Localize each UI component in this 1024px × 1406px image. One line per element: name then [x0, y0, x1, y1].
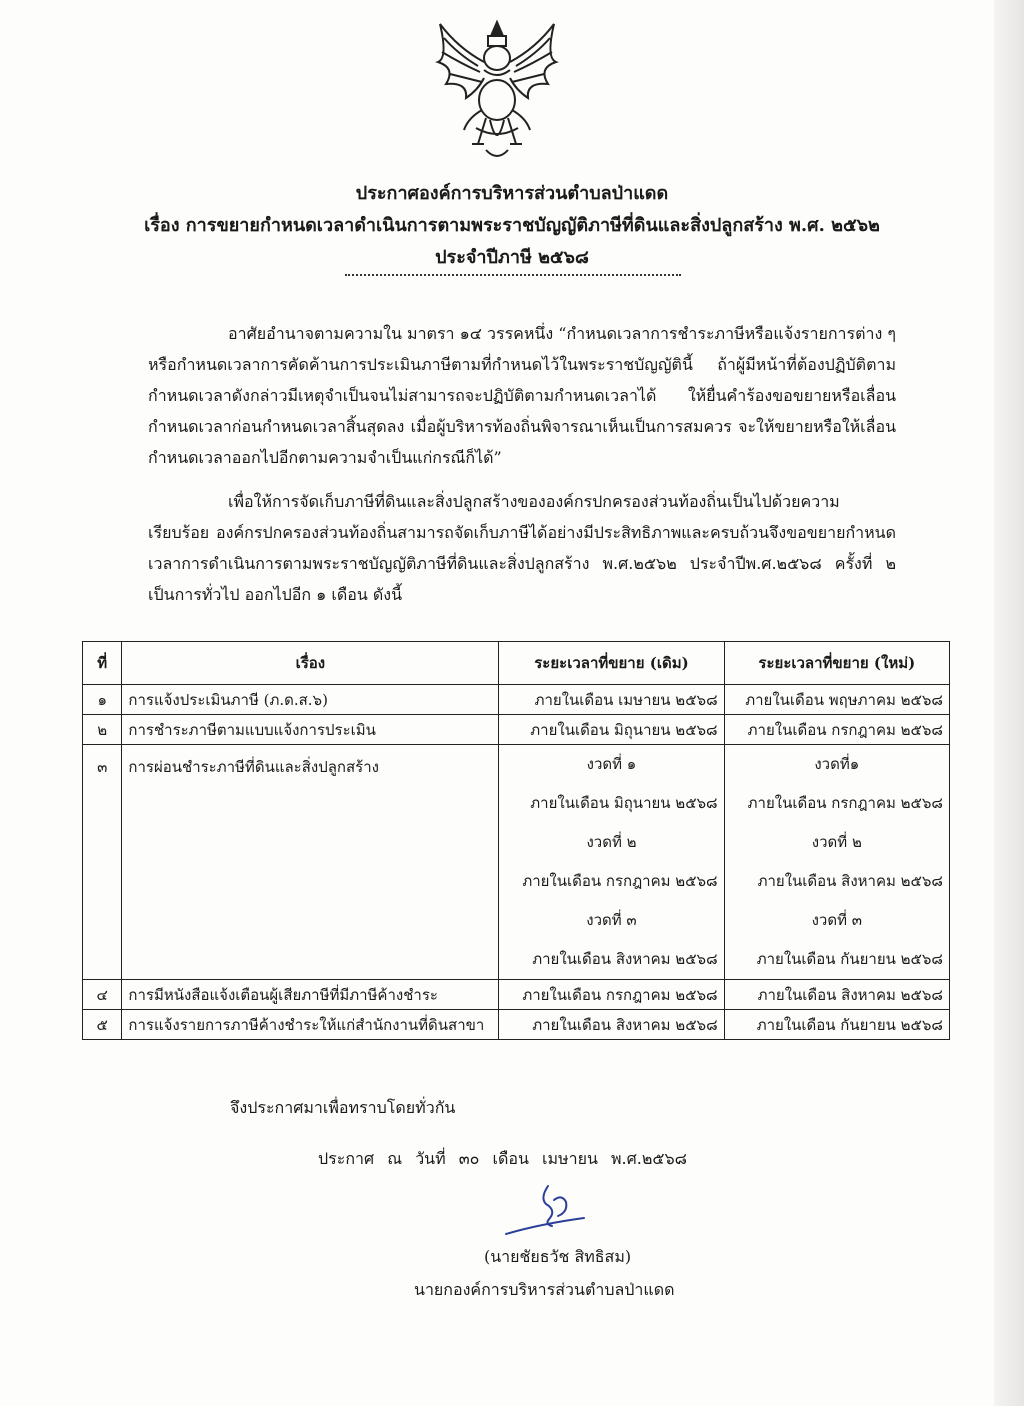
row-old-period: ภายในเดือน สิงหาคม ๒๕๖๘ [499, 1010, 724, 1040]
signatory-position: นายกองค์การบริหารส่วนตำบลป่าแดด [414, 1280, 675, 1299]
installment-label: งวดที่ ๒ [586, 833, 637, 851]
row-new-period: ภายในเดือน กรกฎาคม ๒๕๖๘ [724, 715, 949, 745]
row-no: ๓ [83, 745, 122, 980]
header-subject: เรื่อง [122, 642, 499, 685]
installment-period: ภายในเดือน สิงหาคม ๒๕๖๘ [757, 872, 943, 890]
row-no: ๑ [83, 685, 122, 715]
row-old-period: ภายในเดือน เมษายน ๒๕๖๘ [499, 685, 724, 715]
installment-period: ภายในเดือน มิถุนายน ๒๕๖๘ [530, 794, 718, 812]
header-old-period: ระยะเวลาที่ขยาย (เดิม) [499, 642, 724, 685]
closing-statement: จึงประกาศมาเพื่อทราบโดยทั่วกัน [230, 1098, 456, 1117]
row-subject: การมีหนังสือแจ้งเตือนผู้เสียภาษีที่มีภาษีค้างชำระ [122, 980, 499, 1010]
table-row [83, 745, 950, 980]
row-subject: การชำระภาษีตามแบบแจ้งการประเมิน [122, 715, 499, 745]
header-new-period: ระยะเวลาที่ขยาย (ใหม่) [724, 642, 949, 685]
signature-icon [500, 1180, 590, 1240]
table-row [83, 685, 950, 715]
row-subject: การแจ้งรายการภาษีค้างชำระให้แก่สำนักงานที่ดินสาขา [122, 1010, 499, 1040]
row-subject: การแจ้งประเมินภาษี (ภ.ด.ส.๖) [122, 685, 499, 715]
announcement-subject: เรื่อง การขยายกำหนดเวลาดำเนินการตามพระราชบัญญัติภาษีที่ดินและสิ่งปลูกสร้าง พ.ศ. ๒๕๖๒ [144, 215, 880, 236]
garuda-emblem-icon [428, 18, 566, 166]
paragraph-text: อาศัยอำนาจตามความใน มาตรา ๑๔ วรรคหนึ่ง “กำหนดเวลาการชำระภาษีหรือแจ้งรายการต่าง ๆ หรือกำหนดเวลาการคัดค้านการประเมินภาษีตามที่กำหนดไว้ในพระราชบัญญัตินี้ ถ้าผู้มีหน้าที่ต้องปฏิบัติตามกำหนดเวลาดังกล่าวมีเหตุจำเป็นจนไม่สามารถจะปฏิบัติตามกำหนดเวลาได้ ให้ยื่นคำร้องขอขยายหรือเลื่อนกำหนดเวลาก่อนกำหนดเวลาสิ้นสุดลง เมื่อผู้บริหารท้องถิ่นพิจารณาเห็นเป็นการสมควร จะให้ขยายหรือให้เลื่อนกำหนดเวลาออกไปอีกตามความจำเป็นแก่กรณีก็ได้” [148, 324, 896, 467]
announcement-title: ประกาศองค์การบริหารส่วนตำบลป่าแดด [355, 183, 669, 204]
installment-label: งวดที่ ๑ [586, 755, 637, 773]
installment-period: ภายในเดือน สิงหาคม ๒๕๖๘ [532, 950, 718, 968]
header-no: ที่ [83, 642, 122, 685]
row-new-period: ภายในเดือน สิงหาคม ๒๕๖๘ [724, 980, 949, 1010]
row-old-installments [499, 745, 724, 980]
row-no: ๔ [83, 980, 122, 1010]
row-no: ๒ [83, 715, 122, 745]
table-header-row [83, 642, 950, 685]
extension-table [82, 641, 950, 1040]
row-new-period: ภายในเดือน พฤษภาคม ๒๕๖๘ [724, 685, 949, 715]
row-subject: การผ่อนชำระภาษีที่ดินและสิ่งปลูกสร้าง [122, 745, 499, 980]
installment-label: งวดที่๑ [814, 755, 860, 773]
installment-label: งวดที่ ๒ [811, 833, 862, 851]
announcement-year: ประจำปีภาษี ๒๕๖๘ [435, 247, 589, 268]
table-row [83, 1010, 950, 1040]
installment-label: งวดที่ ๓ [586, 911, 637, 929]
installment-period: ภายในเดือน กันยายน ๒๕๖๘ [756, 950, 943, 968]
row-old-period: ภายในเดือน กรกฎาคม ๒๕๖๘ [499, 980, 724, 1010]
table-row [83, 980, 950, 1010]
signatory-name: (นายชัยธวัช สิทธิสม) [484, 1247, 632, 1266]
announcement-date: ประกาศ ณ วันที่ ๓๐ เดือน เมษายน พ.ศ.๒๕๖๘ [318, 1149, 687, 1168]
row-no: ๕ [83, 1010, 122, 1040]
row-new-period: ภายในเดือน กันยายน ๒๕๖๘ [724, 1010, 949, 1040]
installment-label: งวดที่ ๓ [811, 911, 863, 929]
paragraph-legal-basis [148, 318, 896, 473]
paragraph-purpose [148, 486, 896, 610]
installment-period: ภายในเดือน กรกฎาคม ๒๕๖๘ [522, 872, 718, 890]
dotted-divider [345, 274, 681, 276]
row-old-period: ภายในเดือน มิถุนายน ๒๕๖๘ [499, 715, 724, 745]
installment-period: ภายในเดือน กรกฎาคม ๒๕๖๘ [747, 794, 943, 812]
table-row [83, 715, 950, 745]
paragraph-text: เพื่อให้การจัดเก็บภาษีที่ดินและสิ่งปลูกสร้างขององค์กรปกครองส่วนท้องถิ่นเป็นไปด้วยความเรียบร้อย องค์กรปกครองส่วนท้องถิ่นสามารถจัดเก็บภาษีได้อย่างมีประสิทธิภาพและครบถ้วนจึงขอขยายกำหนดเวลาการดำเนินการตามพระราชบัญญัติภาษีที่ดินและสิ่งปลูกสร้าง พ.ศ.๒๕๖๒ ประจำปีพ.ศ.๒๕๖๘ ครั้งที่ ๒ เป็นการทั่วไป ออกไปอีก ๑ เดือน ดังนี้ [148, 492, 896, 604]
row-new-installments [724, 745, 949, 980]
